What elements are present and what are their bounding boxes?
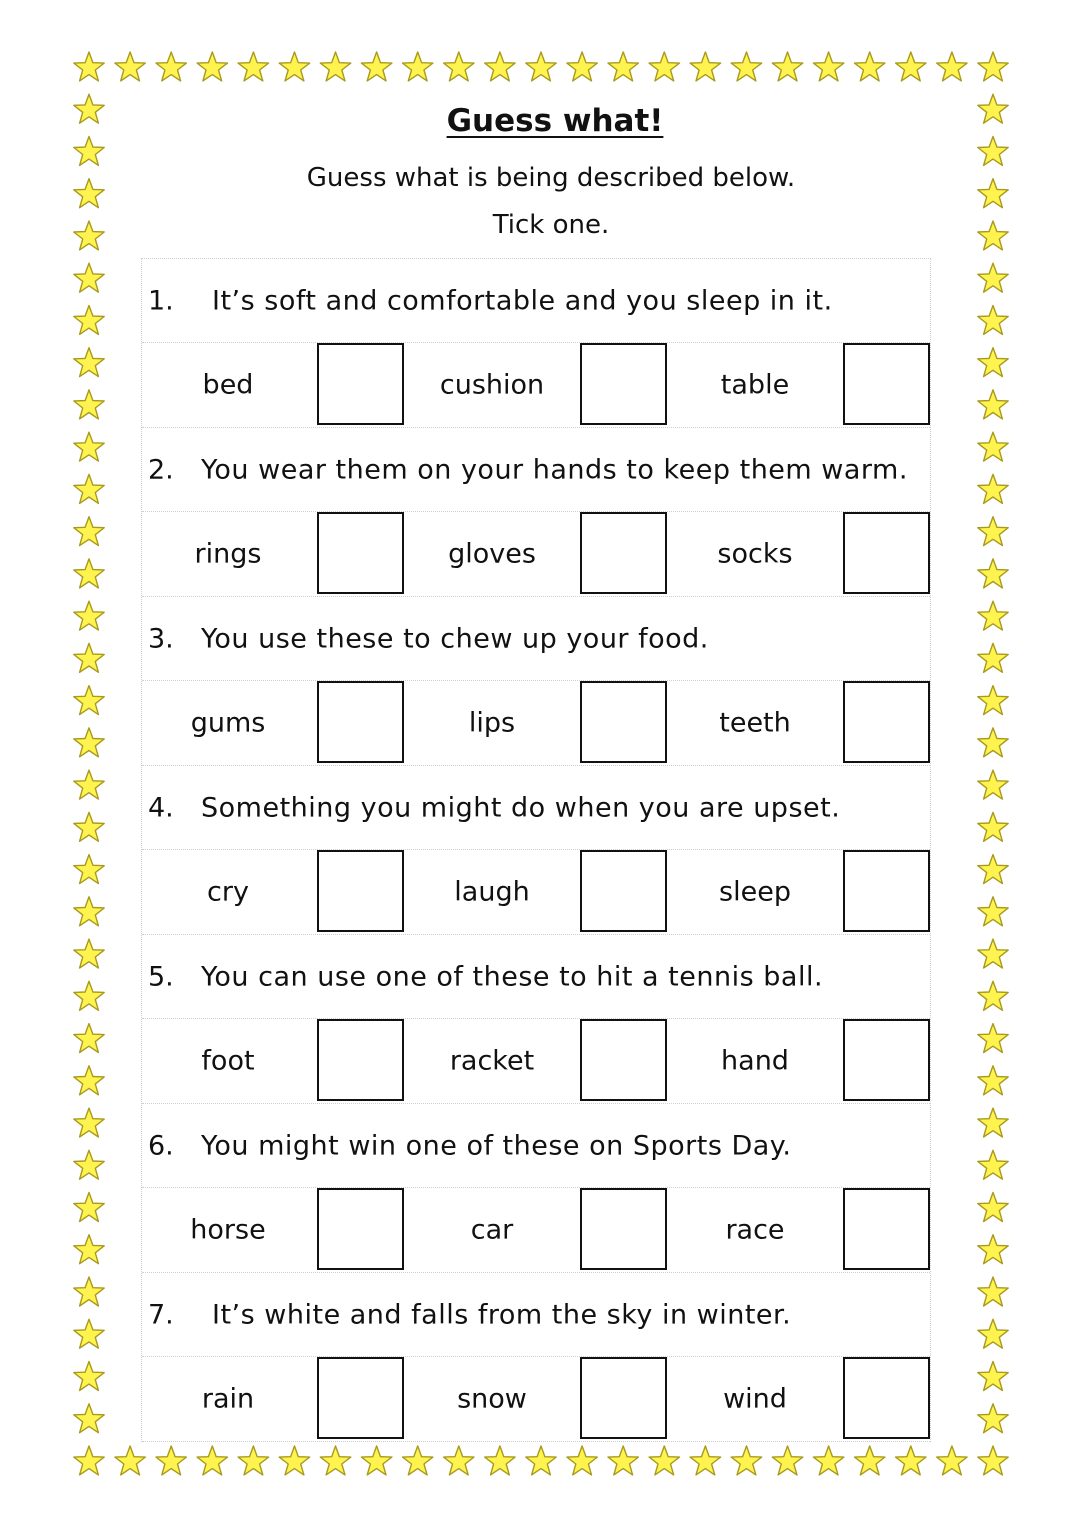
star-icon xyxy=(74,728,104,757)
option-label: bed xyxy=(202,369,254,401)
star-icon xyxy=(74,643,104,672)
star-icon xyxy=(238,1446,269,1475)
star-icon xyxy=(74,263,104,292)
star-icon xyxy=(978,770,1008,799)
star-icon xyxy=(74,306,104,335)
star-icon xyxy=(731,52,762,81)
question-number: 6. xyxy=(148,1130,174,1161)
star-icon xyxy=(608,52,638,81)
star-icon xyxy=(978,981,1008,1010)
question-row xyxy=(142,597,930,681)
star-icon xyxy=(978,1319,1008,1348)
option-label: race xyxy=(725,1214,785,1246)
star-icon xyxy=(978,390,1008,419)
star-icon xyxy=(978,263,1008,292)
tick-box[interactable] xyxy=(317,681,404,763)
question-number: 2. xyxy=(148,454,174,485)
option-label: cry xyxy=(207,876,249,908)
star-icon xyxy=(855,52,885,81)
star-icon xyxy=(115,1446,145,1475)
options-row xyxy=(142,681,930,766)
question-number: 5. xyxy=(148,961,174,992)
star-icon xyxy=(978,1193,1008,1222)
option-label: table xyxy=(720,369,790,401)
star-icon xyxy=(526,1446,556,1475)
question-text: It’s white and falls from the sky in winter. xyxy=(212,1299,792,1330)
tick-box[interactable] xyxy=(843,681,930,763)
star-icon xyxy=(690,52,721,81)
tick-box[interactable] xyxy=(580,681,667,763)
tick-box[interactable] xyxy=(317,512,404,594)
tick-box[interactable] xyxy=(317,343,404,425)
star-icon xyxy=(361,52,392,81)
question-number: 1. xyxy=(148,285,174,316)
star-icon xyxy=(74,517,104,546)
star-icon xyxy=(320,1446,351,1475)
tick-box[interactable] xyxy=(317,1019,404,1101)
star-icon xyxy=(978,728,1008,757)
star-icon xyxy=(772,52,803,81)
star-icon xyxy=(978,474,1008,503)
star-icon xyxy=(74,897,104,926)
star-icon xyxy=(978,559,1008,588)
star-icon xyxy=(855,1446,885,1475)
star-icon xyxy=(403,52,433,81)
star-icon xyxy=(74,1066,104,1095)
question-number: 4. xyxy=(148,792,174,823)
star-icon xyxy=(978,855,1008,884)
option-label: horse xyxy=(190,1214,266,1246)
star-icon xyxy=(978,1066,1008,1095)
star-icon xyxy=(978,1277,1008,1306)
star-icon xyxy=(649,1446,679,1475)
star-icon xyxy=(156,52,186,81)
star-icon xyxy=(978,348,1008,377)
star-icon xyxy=(978,812,1008,841)
star-icon xyxy=(156,1446,186,1475)
star-icon xyxy=(74,601,104,630)
star-icon xyxy=(74,1446,104,1475)
star-icon xyxy=(74,1150,104,1179)
star-icon xyxy=(937,52,967,81)
option-label: sleep xyxy=(719,876,791,908)
star-icon xyxy=(74,1362,104,1391)
star-icon xyxy=(74,1193,104,1222)
star-icon xyxy=(74,474,104,503)
tick-box[interactable] xyxy=(317,1357,404,1439)
star-icon xyxy=(74,348,104,377)
tick-box[interactable] xyxy=(580,512,667,594)
star-icon xyxy=(279,52,310,81)
star-icon xyxy=(279,1446,310,1475)
star-icon xyxy=(403,1446,433,1475)
tick-box[interactable] xyxy=(580,343,667,425)
option-label: foot xyxy=(201,1045,255,1077)
question-text: You wear them on your hands to keep them warm. xyxy=(201,454,908,485)
star-icon xyxy=(361,1446,392,1475)
question-number: 3. xyxy=(148,623,174,654)
question-number: 7. xyxy=(148,1299,174,1330)
star-icon xyxy=(74,1277,104,1306)
star-icon xyxy=(978,643,1008,672)
star-icon xyxy=(567,52,597,81)
star-icon xyxy=(978,1108,1008,1137)
options-row xyxy=(142,343,930,428)
star-icon xyxy=(238,52,269,81)
star-icon xyxy=(978,601,1008,630)
options-row xyxy=(142,850,930,935)
question-text: You might win one of these on Sports Day. xyxy=(201,1130,792,1161)
option-label: gums xyxy=(190,707,266,739)
star-icon xyxy=(813,52,844,81)
star-icon xyxy=(813,1446,844,1475)
star-icon xyxy=(896,52,926,81)
star-icon xyxy=(978,52,1008,81)
star-icon xyxy=(978,939,1008,968)
options-row xyxy=(142,512,930,597)
tick-box[interactable] xyxy=(843,1188,930,1270)
star-icon xyxy=(197,1446,227,1475)
star-icon xyxy=(978,432,1008,461)
question-row xyxy=(142,259,930,343)
star-icon xyxy=(74,559,104,588)
star-icon xyxy=(74,52,104,81)
star-icon xyxy=(74,855,104,884)
star-icon xyxy=(74,1404,104,1433)
tick-box[interactable] xyxy=(317,850,404,932)
page-title: Guess what! xyxy=(446,103,664,139)
tick-box[interactable] xyxy=(580,1188,667,1270)
star-icon xyxy=(74,1024,104,1053)
tick-box[interactable] xyxy=(580,850,667,932)
question-text: You can use one of these to hit a tennis ball. xyxy=(201,961,824,992)
star-icon xyxy=(74,939,104,968)
star-icon xyxy=(978,1404,1008,1433)
star-icon xyxy=(978,1235,1008,1264)
star-icon xyxy=(978,517,1008,546)
star-icon xyxy=(690,1446,721,1475)
options-row xyxy=(142,1019,930,1104)
star-icon xyxy=(608,1446,638,1475)
star-icon xyxy=(978,897,1008,926)
question-row xyxy=(142,935,930,1019)
star-icon xyxy=(197,52,227,81)
option-label: teeth xyxy=(719,707,791,739)
star-icon xyxy=(74,432,104,461)
star-icon xyxy=(444,52,474,81)
star-icon xyxy=(978,1362,1008,1391)
options-row xyxy=(142,1188,930,1273)
star-icon xyxy=(74,1319,104,1348)
option-label: hand xyxy=(721,1045,789,1077)
star-icon xyxy=(74,1235,104,1264)
star-icon xyxy=(74,981,104,1010)
star-icon xyxy=(978,686,1008,715)
question-text: You use these to chew up your food. xyxy=(201,623,709,654)
instruction-line: Guess what is being described below. xyxy=(306,163,796,193)
star-icon xyxy=(896,1446,926,1475)
star-icon xyxy=(978,1446,1008,1475)
star-icon xyxy=(937,1446,967,1475)
star-icon xyxy=(567,1446,597,1475)
options-row xyxy=(142,1357,930,1442)
tick-box[interactable] xyxy=(843,512,930,594)
option-label: wind xyxy=(723,1383,787,1415)
question-row xyxy=(142,428,930,512)
star-icon xyxy=(649,52,679,81)
option-label: socks xyxy=(717,538,793,570)
tick-box[interactable] xyxy=(580,1019,667,1101)
option-label: rings xyxy=(194,538,262,570)
option-label: snow xyxy=(457,1383,527,1415)
star-icon xyxy=(320,52,351,81)
star-icon xyxy=(444,1446,474,1475)
star-icon xyxy=(115,52,145,81)
star-icon xyxy=(74,812,104,841)
option-label: cushion xyxy=(439,369,545,401)
instruction-line: Tick one. xyxy=(492,210,610,240)
option-label: gloves xyxy=(448,538,536,570)
star-icon xyxy=(74,137,104,166)
star-icon xyxy=(978,1150,1008,1179)
star-icon xyxy=(526,52,556,81)
star-icon xyxy=(772,1446,803,1475)
star-icon xyxy=(74,686,104,715)
option-label: rain xyxy=(201,1383,255,1415)
star-icon xyxy=(485,1446,515,1475)
star-icon xyxy=(74,770,104,799)
option-label: racket xyxy=(449,1045,535,1077)
option-label: car xyxy=(470,1214,514,1246)
option-label: lips xyxy=(468,707,516,739)
tick-box[interactable] xyxy=(843,850,930,932)
star-icon xyxy=(978,306,1008,335)
star-icon xyxy=(74,390,104,419)
star-icon xyxy=(978,1024,1008,1053)
question-row xyxy=(142,1273,930,1357)
star-icon xyxy=(978,137,1008,166)
tick-box[interactable] xyxy=(580,1357,667,1439)
question-row xyxy=(142,1104,930,1188)
star-icon xyxy=(485,52,515,81)
tick-box[interactable] xyxy=(317,1188,404,1270)
tick-box[interactable] xyxy=(843,1019,930,1101)
quiz-table xyxy=(141,258,931,1442)
star-icon xyxy=(74,1108,104,1137)
option-label: laugh xyxy=(454,876,530,908)
question-text: It’s soft and comfortable and you sleep in it. xyxy=(212,285,833,316)
question-row xyxy=(142,766,930,850)
tick-box[interactable] xyxy=(843,343,930,425)
tick-box[interactable] xyxy=(843,1357,930,1439)
star-icon xyxy=(731,1446,762,1475)
question-text: Something you might do when you are upset. xyxy=(201,792,841,823)
